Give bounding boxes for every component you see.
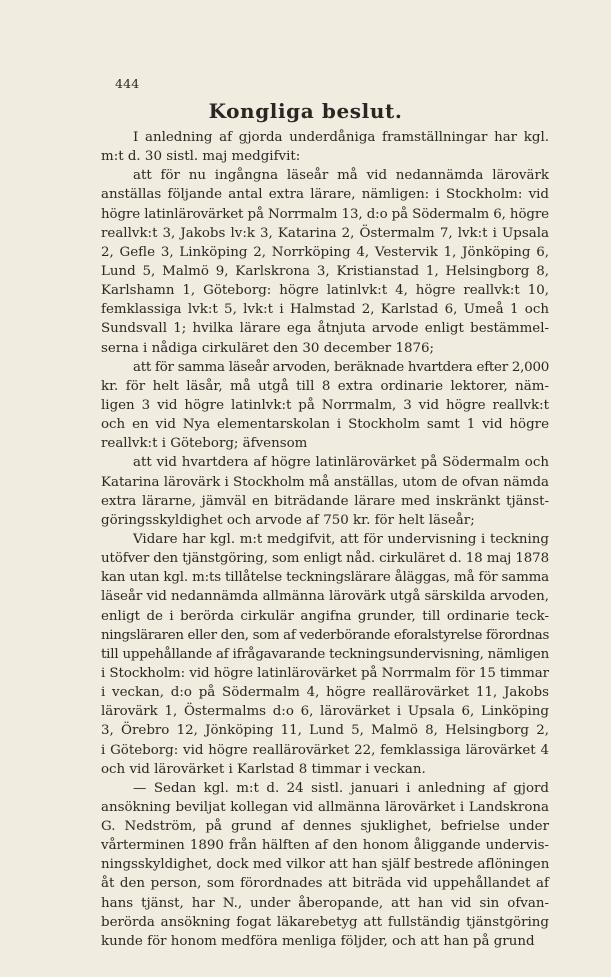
text-line: läseår vid nedannämda allmänna lärovärk utgå särskilda arvoden, <box>101 589 549 605</box>
text-line: att vid hvartdera af högre latinlärovärket på Södermalm och <box>133 455 549 471</box>
text-line: reallvk:t 3, Jakobs lv:k 3, Katarina 2, Östermalm 7, lvk:t i Upsala <box>101 225 549 241</box>
text-line: Vidare har kgl. m:t medgifvit, att för undervisning i teckning <box>133 531 549 547</box>
text-line: — Sedan kgl. m:t d. 24 sistl. januari i anledning af gjord <box>133 780 549 796</box>
text-line: serna i nådiga cirkuläret den 30 december 1876; <box>101 340 435 356</box>
text-line: G. Nedström, på grund af dennes sjuklighet, befrielse under <box>101 819 549 835</box>
text-line: Sundsvall 1; hvilka lärare ega åtnjuta arvode enligt bestämmel- <box>101 321 549 337</box>
text-line: reallvk:t i Göteborg; äfvensom <box>101 436 308 452</box>
text-line: kan utan kgl. m:ts tillåtelse teckningslärare åläggas, må för samma <box>101 570 549 586</box>
text-line: högre latinlärovärket på Norrmalm 13, d:o på Södermalm 6, högre <box>101 206 549 222</box>
text-line: och en vid Nya elementarskolan i Stockholm samt 1 vid högre <box>101 417 549 433</box>
page-title: Kongliga beslut. <box>208 99 403 123</box>
text-line: I anledning af gjorda underdåniga framställningar har kgl. <box>133 130 549 145</box>
text-line: 2, Gefle 3, Linköping 2, Norrköping 4, Vestervik 1, Jönköping 6, <box>101 244 549 260</box>
text-line: i Göteborg: vid högre reallärovärket 22, femklassiga lärovärket 4 <box>101 742 549 758</box>
body-text <box>101 128 549 951</box>
text-line: berörda ansökning fogat läkarebetyg att fullständig tjänstgöring <box>101 914 549 930</box>
text-line: femklassiga lvk:t 5, lvk:t i Halmstad 2, Karlstad 6, Umeå 1 och <box>101 302 549 318</box>
text-line: och vid lärovärket i Karlstad 8 timmar i veckan. <box>101 761 426 777</box>
text-line: lärovärk 1, Östermalms d:o 6, lärovärket i Upsala 6, Linköping <box>101 704 549 720</box>
text-line: vårterminen 1890 från hälften af den honom åliggande undervis- <box>101 838 549 854</box>
text-line: göringsskyldighet och arvode af 750 kr. för helt läseår; <box>101 512 475 528</box>
text-line: extra lärarne, jämväl en biträdande lärare med inskränkt tjänst- <box>101 493 549 509</box>
text-line: hans tjänst, har N., under åberopande, att han vid sin ofvan- <box>101 895 549 911</box>
text-line: att för nu ingångna läseår må vid nedannämda lärovärk <box>133 168 549 184</box>
text-line: anställas följande antal extra lärare, nämligen: i Stockholm: vid <box>101 187 549 203</box>
text-line: till uppehållande af ifrågavarande teckningsundervisning, nämligen <box>101 646 549 662</box>
text-line: Karlshamn 1, Göteborg: högre latinlvk:t 4, högre reallvk:t 10, <box>101 283 549 299</box>
text-line: m:t d. 30 sistl. maj medgifvit: <box>101 149 301 165</box>
text-line: ansökning beviljat kollegan vid allmänna lärovärket i Landskrona <box>101 799 549 815</box>
text-line: enligt de i berörda cirkulär angifna grunder, till ordinarie teck- <box>101 608 549 624</box>
text-line: ligen 3 vid högre latinlvk:t på Norrmalm, 3 vid högre reallvk:t <box>101 397 549 413</box>
page-number: 444 <box>115 76 140 91</box>
text-line: att för samma läseår arvoden, beräknade hvartdera efter 2,000 <box>133 359 549 375</box>
text-line: kunde för honom medföra menliga följder, och att han på grund <box>101 933 535 949</box>
text-line: Katarina lärovärk i Stockholm må anställas, utom de ofvan nämda <box>101 474 549 490</box>
text-line: Lund 5, Malmö 9, Karlskrona 3, Kristianstad 1, Helsingborg 8, <box>101 263 549 279</box>
text-line: ningsläraren eller den, som af vederbörande eforalstyrelse förordnas <box>101 627 549 643</box>
text-line: åt den person, som förordnades att biträda vid uppehållandet af <box>101 876 549 892</box>
text-line: kr. för helt läsår, må utgå till 8 extra ordinarie lektorer, näm- <box>101 378 549 394</box>
text-line: ningsskyldighet, dock med vilkor att han själf bestrede aflöningen <box>101 857 550 873</box>
text-line: utöfver den tjänstgöring, som enligt nåd. cirkuläret d. 18 maj 1878 <box>101 551 549 567</box>
text-line: i Stockholm: vid högre latinlärovärket på Norrmalm för 15 timmar <box>101 665 549 681</box>
text-line: i veckan, d:o på Södermalm 4, högre reallärovärket 11, Jakobs <box>101 685 549 701</box>
text-line: 3, Örebro 12, Jönköping 11, Lund 5, Malmö 8, Helsingborg 2, <box>101 723 549 739</box>
